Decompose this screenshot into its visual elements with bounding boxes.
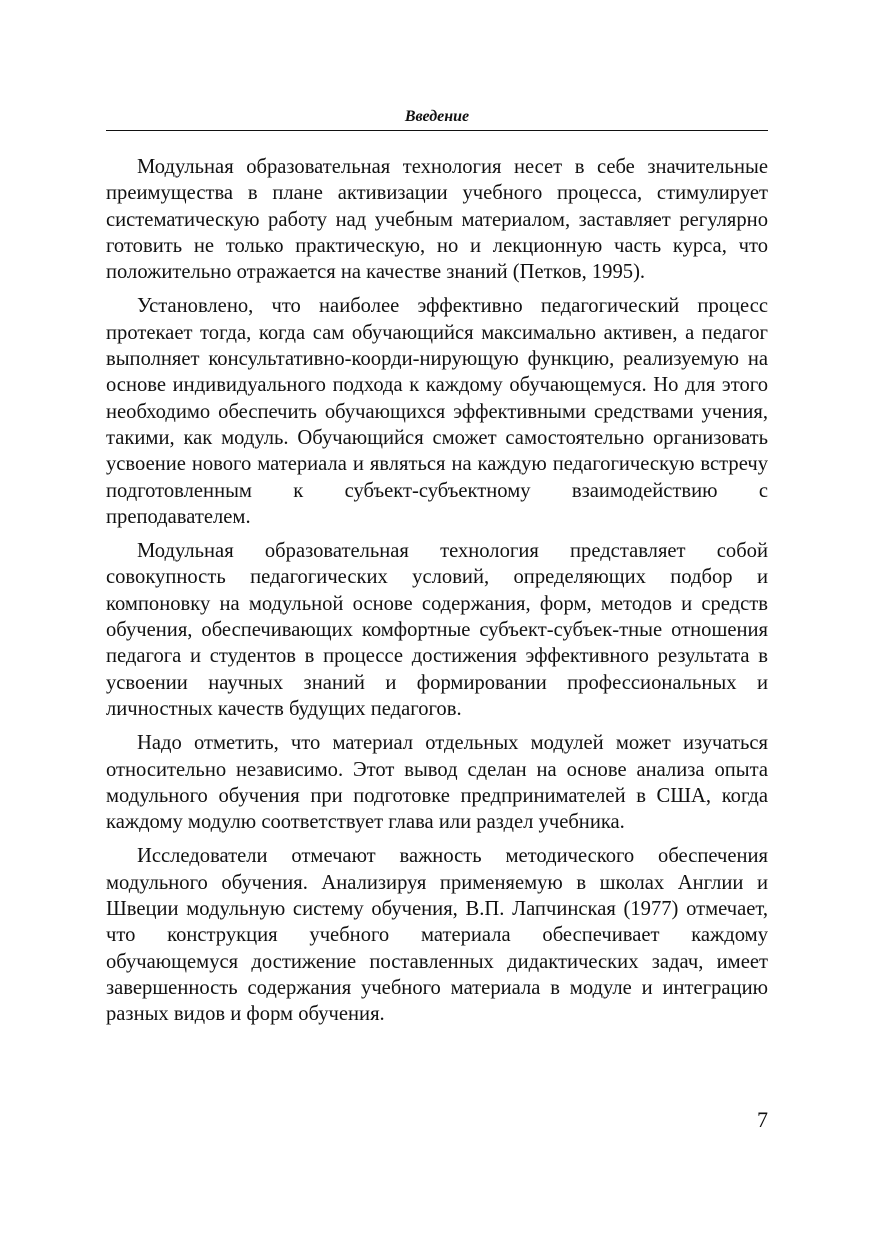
paragraph: Исследователи отмечают важность методического обеспечения модульного обучения. Анализируя применяемую в школах Англии и Швеции модульную систему обучения, В.П. Лапчинская (1977) отмечает, что конструкция учебного материала обеспечивает каждому обучающемуся достижение поставленных дидактических задач, имеет завершенность содержания учебного материала в модуле и интеграцию разных видов и форм обучения. (106, 845, 768, 1026)
paragraph: Надо отметить, что материал отдельных модулей может изучаться относительно независимо. Этот вывод сделан на основе анализа опыта модульного обучения при подготовке предпринимателей в США, когда каждому модулю соответствует глава или раздел учебника. (106, 732, 768, 834)
body-text (106, 154, 768, 1028)
paragraph: Установлено, что наиболее эффективно педагогический процесс протекает тогда, когда сам обучающийся максимально активен, а педагог выполняет консультативно-коорди-нирующую функцию, реализуемую на основе индивидуального подхода к каждому обучающемуся. Но для этого необходимо обеспечить обучающихся эффективными средствами учения, такими, как модуль. Обучающийся сможет самостоятельно организовать усвоение нового материала и являться на каждую педагогическую встречу подготовленным к субъект-субъектному взаимодействию с преподавателем. (106, 295, 768, 528)
paragraph: Модульная образовательная технология представляет собой совокупность педагогических условий, определяющих подбор и компоновку на модульной основе содержания, форм, методов и средств обучения, обеспечивающих комфортные субъект-субъек-тные отношения педагога и студентов в процессе достижения эффективного результата в усвоении научных знаний и формировании профессиональных и личностных качеств будущих педагогов. (106, 540, 768, 720)
paragraph: Модульная образовательная технология несет в себе значительные преимущества в плане активизации учебного процесса, стимулирует систематическую работу над учебным материалом, заставляет регулярно готовить не только практическую, но и лекционную часть курса, что положительно отражается на качестве знаний (Петков, 1995). (106, 156, 768, 284)
page-number: 7 (757, 1107, 768, 1132)
header-divider (106, 130, 768, 131)
running-header: Введение (404, 108, 470, 125)
